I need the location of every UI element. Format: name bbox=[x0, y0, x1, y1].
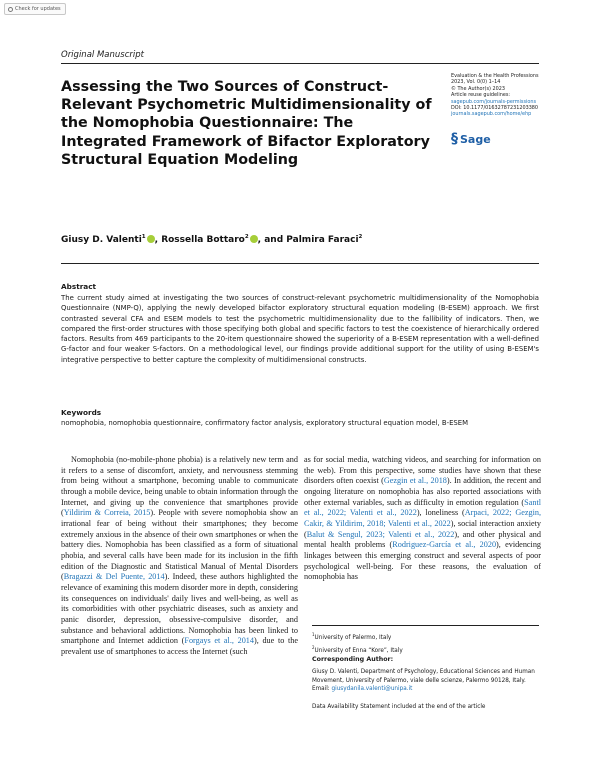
citation-link[interactable]: Forgays et al., 2014 bbox=[184, 636, 254, 646]
citation-link[interactable]: Yildirim & Correia, 2015 bbox=[63, 508, 151, 518]
data-availability-statement: Data Availability Statement included at the end of the article bbox=[312, 704, 486, 710]
email-link[interactable]: giusydanila.valenti@unipa.it bbox=[331, 686, 413, 693]
affiliation-sup: 2 bbox=[312, 645, 315, 651]
body-text: ). Indeed, these authors highlighted the relevance of examining this modern disorder more in depth, considering its consequences on individuals' daily lives and well-being, as well as its comorbidities with other psychiatric diseases, such as anxiety and panic disorder, depression, obsessive-compulsive disorder, and substance and behavioral addictions. Nomophobia has been linked to smartphone and Internet addiction ( bbox=[61, 572, 298, 646]
article-title: Assessing the Two Sources of Construct-Relevant Psychometric Multidimensionality of the Nomophobia Questionnaire: The Integrated Framework of Bifactor Exploratory Structural Equation Modeling bbox=[61, 79, 432, 168]
orcid-icon[interactable] bbox=[147, 235, 155, 243]
author-name: Rossella Bottaro bbox=[161, 235, 245, 245]
authors-divider bbox=[61, 263, 539, 264]
sage-logo-icon: § bbox=[451, 131, 458, 147]
update-check-icon bbox=[8, 7, 13, 12]
body-text: ), and other physical and mental health problems ( bbox=[304, 529, 541, 550]
body-column-left bbox=[61, 455, 298, 657]
body-text: ), social interaction anxiety ( bbox=[304, 518, 541, 539]
body-text: ), due to the prevalent use of smartphones to access the Internet (such bbox=[61, 636, 298, 656]
doi[interactable]: DOI: 10.1177/01632787231203380 bbox=[451, 105, 539, 112]
abstract-heading: Abstract bbox=[61, 282, 97, 291]
manuscript-type-label: Original Manuscript bbox=[61, 50, 144, 60]
sage-logo-text: Sage bbox=[460, 133, 491, 146]
corresponding-author-heading: Corresponding Author: bbox=[312, 656, 394, 663]
email-label: Email: bbox=[312, 686, 330, 693]
journal-copyright: © The Author(s) 2023 bbox=[451, 85, 505, 92]
keywords-text: nomophobia, nomophobia questionnaire, confirmatory factor analysis, exploratory structural equation model, B-ESEM bbox=[61, 419, 469, 427]
corresponding-author-email-row bbox=[312, 685, 539, 694]
author-separator: , bbox=[154, 235, 159, 245]
citation-link[interactable]: Santl et al., 2022; Valenti et al., 2022 bbox=[304, 497, 541, 518]
journal-name: Evaluation & the Health Professions bbox=[451, 73, 539, 79]
journal-volume: 2023, Vol. 0(0) 1–14 bbox=[451, 79, 501, 86]
check-for-updates-badge[interactable] bbox=[4, 3, 66, 15]
header-divider bbox=[61, 63, 539, 64]
body-text: ). People with severe nomophobia show an irrational fear of being without their smartphones; they become extremely anxious in the absence of their own smartphones or when the battery dies. Nomophobia has been classified as a form of situational phobia, and several calls have been made for its inclusion in the fifth edition of the Diagnostic and Statistical Manual of Mental Disorders ( bbox=[61, 508, 298, 582]
affiliation-text: University of Palermo, Italy bbox=[314, 634, 392, 641]
corresponding-author-address: Giusy D. Valenti, Department of Psychology, Educational Sciences and Human Movement, University of Palermo, viale delle scienze, Palermo 90128, Italy. bbox=[312, 669, 535, 684]
affiliation-item bbox=[312, 643, 539, 656]
body-column-right bbox=[304, 455, 541, 583]
body-text: ). In addition, the recent and ongoing literature on nomophobia has also reported associations with other external variables, such as difficulty in emotion regulation ( bbox=[304, 476, 542, 507]
citation-link[interactable]: Balut & Sengul, 2023; Valenti et al., 2022 bbox=[306, 529, 455, 539]
author-affiliation-sup: 1 bbox=[141, 234, 146, 240]
orcid-icon[interactable] bbox=[250, 235, 258, 243]
footnote-divider bbox=[312, 625, 539, 626]
sage-logo bbox=[451, 133, 491, 146]
affiliation-sup: 1 bbox=[312, 632, 315, 637]
author-separator: , and bbox=[257, 235, 284, 245]
corresponding-author-details bbox=[312, 668, 539, 694]
reuse-link[interactable]: sagepub.com/journals-permissions bbox=[451, 98, 537, 105]
check-for-updates-label: Check for updates bbox=[15, 6, 61, 12]
reuse-label: Article reuse guidelines: bbox=[451, 92, 511, 99]
affiliations bbox=[312, 630, 539, 657]
affiliation-item bbox=[312, 630, 539, 643]
author-affiliation-sup: 2 bbox=[244, 234, 249, 240]
author-list bbox=[61, 234, 362, 245]
abstract-text: The current study aimed at investigating the two sources of construct-relevant psychometric multidimensionality of the Nomophobia Questionnaire (NMP-Q), applying the newly developed bifactor exploratory structural equation modeling (B-ESEM) approach. We first contrasted several CFA and ESEM models to test the psychometric multidimensionality due to the fallibility of indicators. Then, we compared the first-order structures with those specifying both global and specific factors to test the coexistence of hierarchically ordered factors. Results from 469 participants to the 20-item questionnaire showed the superiority of a B-ESEM representation with a well-defined G-factor and four weaker S-factors. On a methodological level, our findings provide additional support for the utility of using B-ESEM's integrative perspective to better capture the complexity of multidimensional constructs. bbox=[61, 294, 539, 364]
body-text: as for social media, watching videos, and searching for information on the web). From this perspective, some studies have shown that these disorders often coexist ( bbox=[304, 455, 541, 486]
affiliation-text: University of Enna “Kore”, Italy bbox=[314, 648, 403, 655]
journal-info bbox=[451, 73, 541, 118]
journal-link[interactable]: journals.sagepub.com/home/ehp bbox=[451, 111, 532, 118]
citation-link[interactable]: Bragazzi & Del Puente, 2014 bbox=[63, 572, 165, 582]
body-text: Nomophobia (no-mobile-phone phobia) is a relatively new term and it refers to a sense of discomfort, anxiety, and nervousness stemming from being without a smartphone, becoming unable to communicate through a mobile device, being unable to obtain information through the Internet, and giving up the convenience that smartphones provide ( bbox=[61, 455, 298, 518]
citation-link[interactable]: Arpaci, 2022; Gezgin, Cakir, & Yildirim, 2018; Valenti et al., 2022 bbox=[304, 508, 542, 528]
body-text: ), loneliness ( bbox=[416, 508, 465, 518]
keywords-heading: Keywords bbox=[61, 408, 102, 417]
body-text: ), evidencing linkages between this emerging construct and several aspects of poor psychological well-being. For these reasons, the evaluation of nomophobia has bbox=[304, 540, 542, 582]
author-name: Palmira Faraci bbox=[286, 235, 359, 245]
author-name: Giusy D. Valenti bbox=[61, 235, 142, 245]
citation-link[interactable]: Rodriguez-García et al., 2020 bbox=[392, 540, 497, 550]
author-affiliation-sup: 2 bbox=[358, 234, 363, 240]
citation-link[interactable]: Gezgin et al., 2018 bbox=[383, 476, 447, 486]
